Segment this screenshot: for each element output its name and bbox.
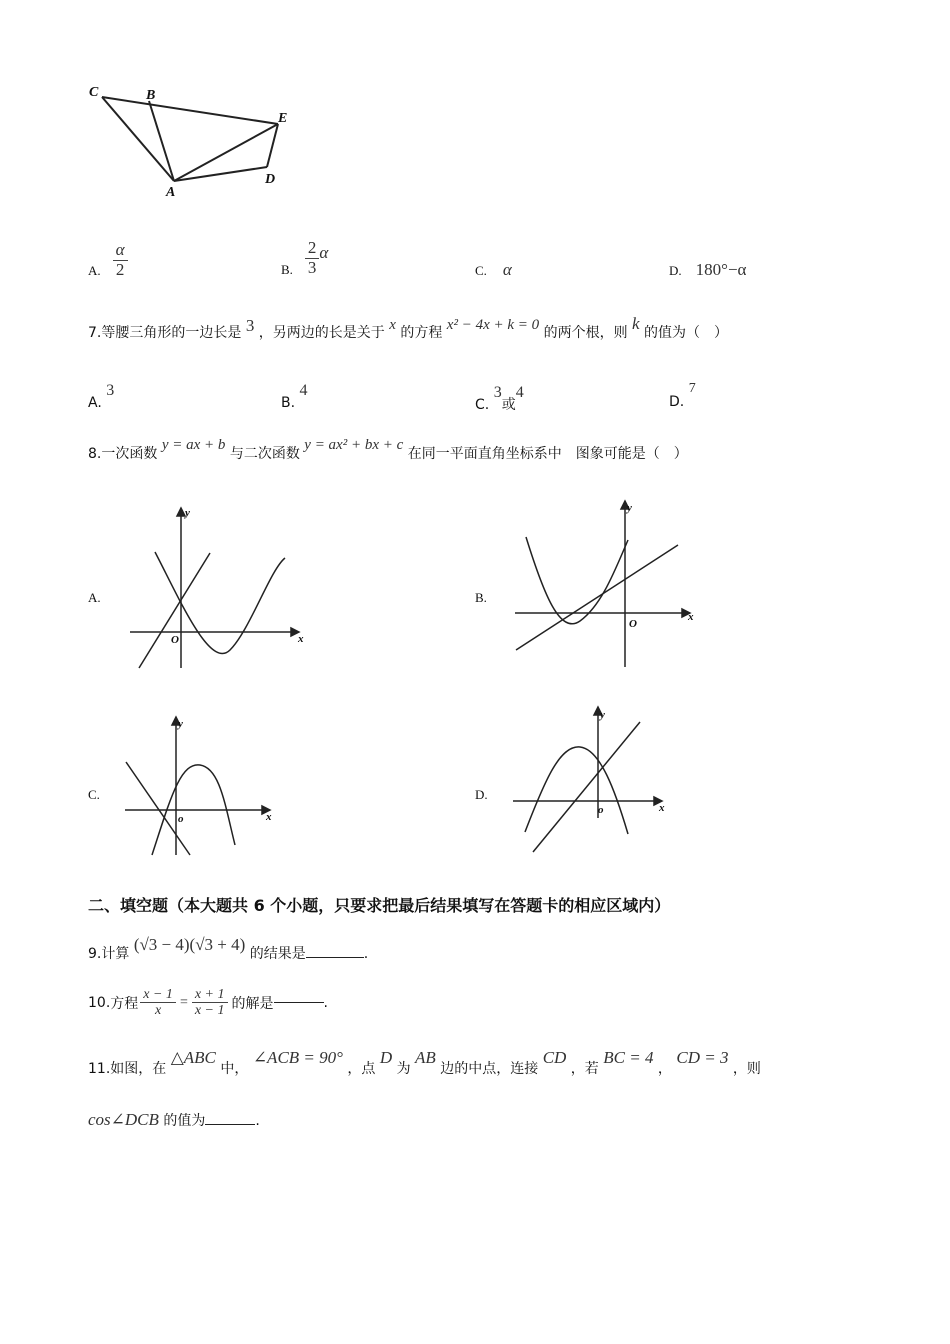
fraction-right: $\frac{x + 1}{x - 1}$ — [192, 987, 228, 1019]
linear-line — [516, 545, 678, 650]
linear-line — [126, 762, 190, 855]
fraction-left: $\frac{x - 1}{x}$ — [140, 987, 176, 1019]
x-label: x — [688, 611, 694, 623]
linear-line — [533, 722, 640, 852]
y-arrow — [177, 508, 185, 516]
option-letter: A. — [88, 263, 101, 278]
origin-label: O — [629, 618, 637, 630]
x-label: x — [266, 811, 272, 823]
origin-label: o — [598, 804, 604, 816]
label-a: A — [166, 185, 176, 200]
answer-blank[interactable] — [274, 1002, 324, 1003]
q7-option-a[interactable]: A. 3 — [88, 382, 115, 411]
q7-option-d[interactable]: D. 7 — [669, 381, 696, 410]
parabola — [525, 747, 628, 834]
question-11: 11.如图，在 △ABC 中， ∠ACB = 90° ，点 D 为 AB 边的中点，连接 CD ，若 BC = 4 ， CD = 3 ，则 — [88, 1048, 761, 1077]
graph-c-letter: C. — [88, 787, 100, 802]
y-label: y — [627, 502, 632, 514]
option-letter: B. — [281, 262, 293, 277]
linear-line — [139, 553, 210, 668]
q6-option-b[interactable]: B. $\frac{2}{3}$ α — [281, 237, 329, 277]
q6-option-c[interactable]: C. α — [475, 260, 512, 279]
q6-option-d[interactable]: D. 180°−α — [669, 260, 747, 279]
origin-label: O — [171, 634, 179, 646]
graph-a[interactable] — [125, 500, 315, 675]
fraction: $\frac{\alpha}{2}$ — [113, 241, 128, 279]
q6-option-a[interactable] — [88, 235, 128, 285]
line-de — [267, 124, 278, 167]
option-letter: D. — [669, 263, 682, 278]
line-ce — [102, 97, 278, 124]
x-label: x — [659, 802, 665, 814]
graph-b-letter: B. — [475, 590, 487, 605]
line-ba — [149, 101, 174, 181]
question-10: 10. 方程 $\frac{x - 1}{x}$ = $\frac{x + 1}{x - 1}$ 的解是 . — [88, 987, 328, 1019]
graph-c[interactable] — [120, 710, 280, 860]
y-label: y — [185, 507, 190, 519]
answer-blank[interactable] — [306, 957, 364, 958]
answer-blank[interactable] — [205, 1124, 255, 1125]
graph-a-letter: A. — [88, 590, 101, 605]
question-11-line-2: cos∠DCB 的值为 . — [88, 1110, 260, 1129]
question-8: 8.一次函数 y = ax + b 与二次函数 y = ax² + bx + c 在同一平面直角坐标系中 图象可能是（ ） — [88, 437, 688, 462]
question-9: 9.计算 (√3 − 4)(√3 + 4) 的结果是 . — [88, 935, 369, 962]
origin-label: o — [178, 813, 184, 825]
question-7: 7.等腰三角形的一边长是 3 ，另两边的长是关于 x 的方程 x² − 4x + k = 0 的两个根，则 k 的值为（ ） — [88, 314, 729, 341]
graph-b[interactable] — [510, 495, 700, 675]
label-c: C — [89, 85, 99, 100]
label-d: D — [265, 172, 276, 187]
label-b: B — [146, 88, 156, 103]
q7-option-b[interactable]: B. 4 — [281, 382, 308, 411]
y-label: y — [178, 718, 183, 730]
graph-d[interactable] — [505, 700, 680, 860]
quadrilateral-figure — [85, 80, 315, 200]
y-label: y — [600, 709, 605, 721]
label-e: E — [278, 111, 288, 126]
q7-option-c[interactable]: C. 3或4 — [475, 384, 524, 413]
option-letter: C. — [475, 263, 487, 278]
line-ca — [102, 97, 174, 181]
graph-d-letter: D. — [475, 787, 488, 802]
x-label: x — [298, 633, 304, 645]
section-2-title: 二、填空题（本大题共 6 个小题，只要求把最后结果填写在答题卡的相应区域内） — [88, 896, 671, 915]
fraction: $\frac{2}{3}$ — [305, 239, 320, 277]
